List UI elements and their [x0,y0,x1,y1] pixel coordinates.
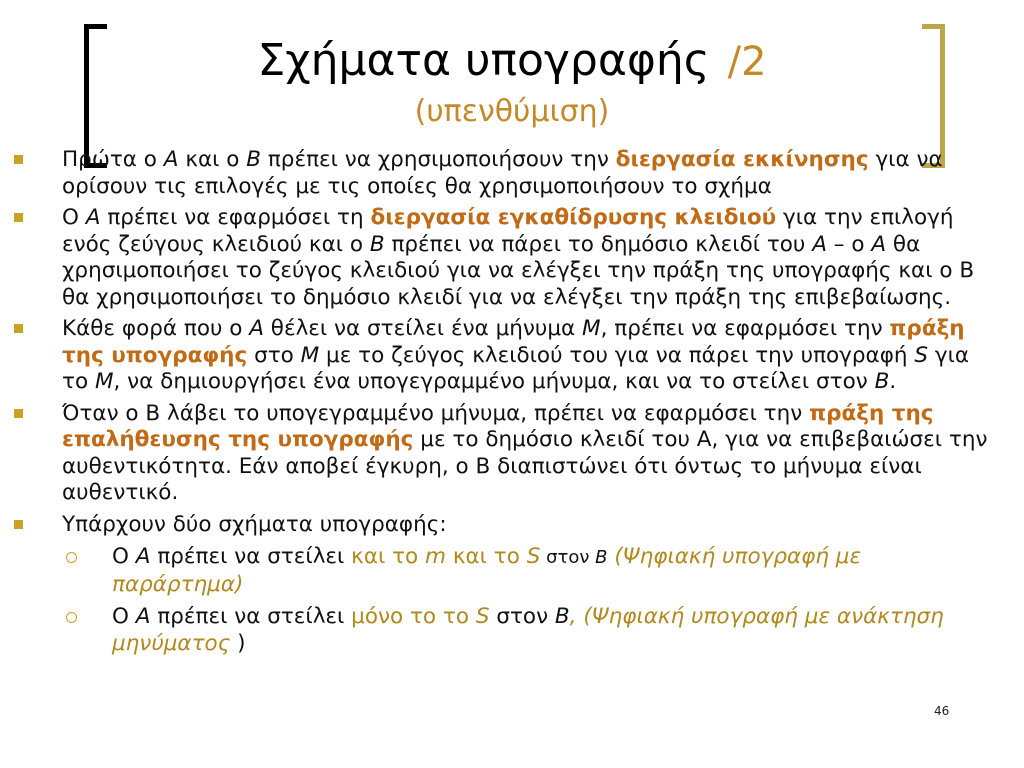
sub-bullet-text: ) [230,630,246,656]
bullet-text: για την επιλογή ενός ζεύγους κλειδιού και ο [62,205,954,257]
square-bullet-icon [14,155,23,164]
title-number: /2 [727,39,767,85]
message-m: Μ [582,316,601,341]
slide-subtitle: (υπενθύμιση) [414,94,610,129]
entity-b: Β [554,604,570,629]
highlight-term: πράξη της επαλήθευσης της υπογραφής [62,400,934,452]
bullet-text: θέλει να στείλει ένα μήνυμα [263,316,583,341]
entity-a: Α [812,231,827,257]
page-number: 46 [934,704,950,718]
bullet-item-5 [62,512,992,658]
bullet-text: με το δημόσιο κλειδί του Α, για να επιβεβαιώσει την αυθεντικότητα. Εάν αποβεί έγκυρη, ο Β διαπιστώνει ότι όντως το μήνυμα είναι αυθεντικό. [62,427,988,505]
entity-a: Α [135,544,151,569]
circle-bullet-icon [66,612,77,623]
bullet-text: στο [247,342,301,368]
bullet-text: Κάθε φορά που ο [62,316,250,341]
entity-a: Α [85,205,101,230]
message-m: Μ [300,342,320,368]
title-text: Σχήματα υπογραφής [257,35,710,86]
entity-a: Α [163,147,179,172]
scheme-description: Ψηφιακή υπογραφή με παράρτημα) [112,544,862,597]
bullet-item-4 [62,401,992,507]
highlight-term: διεργασία εκκίνησης [615,147,869,172]
scheme-description: Ψηφιακή υπογραφή με ανάκτηση μηνύματος [112,604,944,656]
bullet-text: , πρέπει να εφαρμόσει την [600,316,890,341]
bullet-item-3 [62,316,992,396]
bullet-text: , να δημιουργήσει ένα υπογεγραμμένο μήνυμα, και να το στείλει στον [113,369,875,394]
sub-bullet-text: ( [607,544,623,569]
entity-b: Β [246,147,262,172]
message-m: m [425,544,446,569]
entity-b: Β [874,369,890,394]
sub-bullet-item-2 [112,604,992,657]
bullet-text: πρέπει να χρησιμοποιήσουν την [261,147,616,172]
bullet-item-2 [62,205,992,311]
circle-bullet-icon [66,552,77,563]
square-bullet-icon [14,213,23,222]
bullet-text: – ο [826,231,872,257]
bullet-text: πρέπει να πάρει το δημόσιο κλειδί του [384,231,813,257]
sub-bullet-text: Ο [112,604,136,629]
slide-title [0,36,1024,87]
square-bullet-icon [14,520,23,529]
bullet-text: για το [62,342,970,394]
bullet-text: Όταν ο Β λάβει το υπογεγραμμένο μήνυμα, πρέπει να εφαρμόσει την [62,400,810,426]
bullet-text: για να ορίσουν τις επιλογές με τις οποίες θα χρησιμοποιήσουν το σχήμα [62,147,943,199]
square-bullet-icon [14,324,23,333]
entity-a: Α [871,231,887,257]
bullet-item-1 [62,147,992,200]
gold-text: και το [351,544,426,569]
signature-s: S [914,342,929,368]
entity-b: Β [595,547,608,568]
bullet-text: πρέπει να εφαρμόσει τη [100,205,371,230]
bullet-text: . [889,369,897,394]
sub-bullet-text: Ο [112,544,136,569]
entity-a: Α [135,604,151,629]
bullet-text: με το ζεύγος κλειδιού του για να πάρει την υπογραφή [319,342,915,368]
gold-text: και το [446,544,527,569]
signature-s: S [526,544,541,569]
bullet-text: Υπάρχουν δύο σχήματα υπογραφής: [62,511,447,537]
gold-text: μόνο το το [351,604,476,629]
highlight-term: πράξη της υπογραφής [62,316,965,368]
bullet-text: θα χρησιμοποιήσει το ζεύγος κλειδιού για να ελέγξει την πράξη της υπογραφής και ο Β θα χρησιμοποιήσει το δημόσιο κλειδί για να ελέγξει την πράξη της επιβεβαίωσης. [62,231,975,310]
sub-bullet-text: , ( [569,604,592,629]
sub-bullet-text: πρέπει να στείλει [150,604,352,629]
sub-bullet-text: στον [540,547,596,568]
sub-bullet-item-1 [112,544,992,598]
slide-body [62,147,992,663]
sub-bullet-text: πρέπει να στείλει [150,544,352,569]
bullet-text: Πρώτα ο [62,147,164,172]
bullet-text: Ο [62,205,86,230]
square-bullet-icon [14,409,23,418]
highlight-term: διεργασία εγκαθίδρυσης κλειδιού [370,205,777,230]
entity-b: Β [369,231,385,257]
signature-s: S [475,604,490,629]
entity-a: Α [249,316,264,341]
message-m: Μ [94,369,114,394]
sub-bullet-text: στον [489,604,555,629]
bullet-text: και ο [178,147,247,172]
